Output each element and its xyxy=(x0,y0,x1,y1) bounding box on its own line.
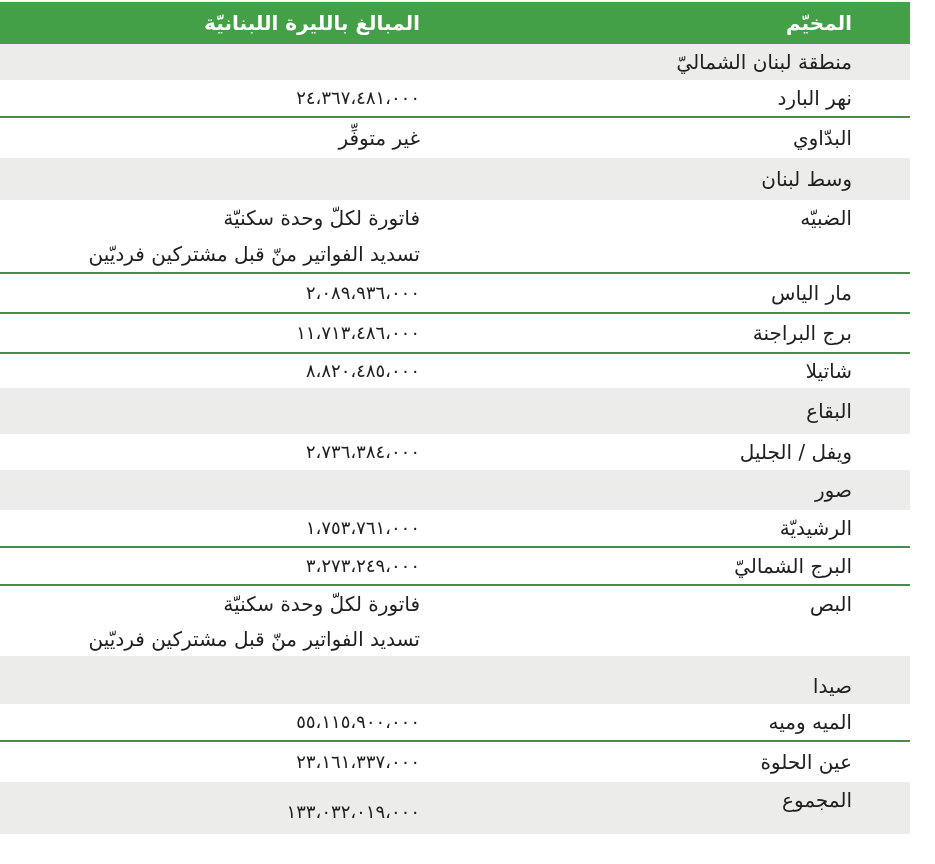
table-row xyxy=(0,158,910,200)
camp-name: ويفل / الجليل xyxy=(739,440,852,464)
camp-amount-note: تسديد الفواتير منّ قبل مشتركين فرديّين xyxy=(88,242,420,266)
table-row xyxy=(0,470,910,510)
table-row xyxy=(0,510,910,548)
camp-name: البرج الشماليّ xyxy=(734,554,852,578)
camp-name: صور xyxy=(815,478,852,502)
table-row xyxy=(0,548,910,586)
table-row xyxy=(0,586,910,656)
table-row xyxy=(0,274,910,314)
table-header xyxy=(0,2,910,44)
camp-name: الضبيّه xyxy=(800,206,852,230)
camp-amount: ٢٣،١٦١،٣٣٧،٠٠٠ xyxy=(296,751,420,773)
camp-amount: ٢،٧٣٦،٣٨٤،٠٠٠ xyxy=(305,441,420,463)
camp-name: البقاع xyxy=(806,399,852,423)
total-amount: ١٣٣،٠٣٢،٠١٩،٠٠٠ xyxy=(286,802,420,823)
camp-name: نهر البارد xyxy=(777,86,852,110)
table-row xyxy=(0,200,910,274)
camp-amount-cell xyxy=(0,200,430,272)
table-row xyxy=(0,44,910,80)
camp-amount: فاتورة لكلّ وحدة سكنيّة xyxy=(223,591,420,616)
total-label: المجموع xyxy=(782,788,852,812)
header-amount: المبالغ بالليرة اللبنانيّة xyxy=(204,11,420,35)
camp-amount: ٢٤،٣٦٧،٤٨١،٠٠٠ xyxy=(296,87,420,109)
camp-name: عين الحلوة xyxy=(760,750,852,774)
table-row xyxy=(0,118,910,158)
header-camp: المخيّم xyxy=(785,11,852,35)
table-row xyxy=(0,80,910,118)
camp-name: برج البراجنة xyxy=(752,321,852,345)
camp-name: صيدا xyxy=(812,674,852,698)
table-row xyxy=(0,314,910,354)
camp-name: منطقة لبنان الشماليّ xyxy=(676,50,852,74)
camp-name: البص xyxy=(809,592,852,616)
camp-name: مار الياس xyxy=(770,281,852,305)
camp-amount: ٥٥،١١٥،٩٠٠،٠٠٠ xyxy=(296,711,420,733)
camp-amount: فاتورة لكلّ وحدة سكنيّة xyxy=(223,206,420,230)
table-row xyxy=(0,704,910,742)
table-row xyxy=(0,354,910,388)
table-row-total xyxy=(0,782,910,834)
camp-name: شاتيلا xyxy=(805,359,852,383)
camp-name: الميه وميه xyxy=(768,710,852,734)
camp-amount-cell xyxy=(0,586,430,656)
table-row xyxy=(0,388,910,434)
camp-amount: ١،٧٥٣،٧٦١،٠٠٠ xyxy=(305,517,420,539)
camp-name: وسط لبنان xyxy=(761,167,852,191)
camp-name: البدّاوي xyxy=(792,126,852,150)
camp-amount-note: تسديد الفواتير منّ قبل مشتركين فرديّين xyxy=(88,626,420,651)
table-row xyxy=(0,434,910,470)
camp-amount: ٢،٠٨٩،٩٣٦،٠٠٠ xyxy=(305,282,420,304)
page-margin xyxy=(910,0,935,864)
camp-amount-table xyxy=(0,2,910,834)
camp-amount: غير متوفِّر xyxy=(338,126,420,150)
table-row xyxy=(0,656,910,704)
camp-amount: ١١،٧١٣،٤٨٦،٠٠٠ xyxy=(296,322,420,344)
camp-amount: ٣،٢٧٣،٢٤٩،٠٠٠ xyxy=(305,555,420,577)
camp-amount: ٨،٨٢٠،٤٨٥،٠٠٠ xyxy=(305,360,420,382)
table-row xyxy=(0,742,910,782)
camp-name: الرشيديّة xyxy=(779,516,852,540)
